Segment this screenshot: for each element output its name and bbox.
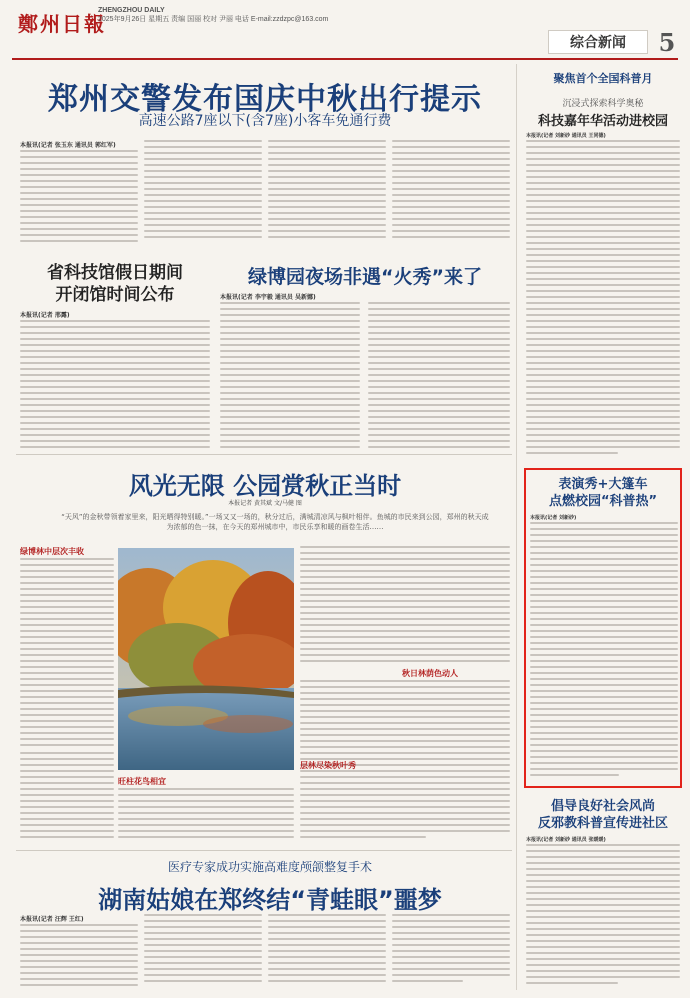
- green-byline: 本报讯(记者 李宇毅 通讯员 吴新娜): [220, 294, 316, 301]
- story1-body: [526, 140, 680, 462]
- museum-headline-line2: 开闭馆时间公布: [55, 285, 175, 305]
- masthead-date: 2025年9月26日 星期五 责编 国丽 校对 尹丽 电话 E-mail:zzdzpc@163.com: [98, 16, 329, 23]
- story2-title-line1: 表演秀+大篷车: [558, 477, 648, 492]
- story2-title-line2: 点燃校园“科普热”: [548, 494, 658, 509]
- right-column-divider: [516, 64, 517, 990]
- museum-headline: [20, 262, 210, 306]
- scenery-sub3: 秋日林荫色动人: [402, 669, 458, 678]
- scenery-sub2: 旺柱花鸟相宜: [118, 777, 166, 786]
- green-col-2: [368, 302, 510, 448]
- park-photo: [118, 548, 294, 770]
- main-headline: 郑州交警发布国庆中秋出行提示: [48, 82, 482, 117]
- scenery-sub4: 层林尽染秋叶秀: [300, 761, 356, 770]
- page-number: 5: [658, 27, 676, 57]
- main-col-4: [392, 140, 510, 242]
- park-photo-image: [118, 548, 294, 770]
- right-kicker: 聚焦首个全国科普月: [553, 72, 653, 85]
- story3-body: [526, 844, 680, 990]
- right-kicker-bar: [524, 68, 682, 88]
- bottom-byline: 本报讯(记者 汪辉 王红): [20, 916, 84, 923]
- bottom-subhead: 医疗专家成功实施高难度颅颌整复手术: [167, 860, 372, 874]
- story2-body: [530, 522, 678, 782]
- newspaper-logo: 鄭州日報: [18, 12, 106, 36]
- scenery-headline: 风光无限 公园赏秋正当时: [128, 472, 402, 500]
- bottom-rule: [16, 850, 512, 851]
- scenery-col-1b: [20, 752, 114, 842]
- masthead-meta: [98, 6, 328, 24]
- scenery-sub1: 绿博林中层次丰收: [20, 547, 84, 556]
- main-col-1: [20, 150, 138, 242]
- scenery-col-2: [118, 788, 294, 842]
- story3-byline: 本报讯(记者 刘新砂 通讯员 张暖暖): [526, 837, 606, 843]
- top-rule: [12, 58, 678, 60]
- green-col-1: [220, 302, 360, 448]
- story1-byline: 本报讯(记者 刘新砂 通讯员 王同德): [526, 133, 606, 139]
- museum-body: [20, 320, 210, 448]
- story1-title: 科技嘉年华活动进校园: [537, 114, 668, 129]
- scenery-byline: 本报记者 黄其斌 文/马健 图: [228, 500, 302, 507]
- section-rule: [16, 454, 512, 455]
- scenery-col-3: [300, 546, 510, 666]
- green-headline: 绿博园夜场非遇“火秀”来了: [248, 266, 482, 288]
- main-subhead: 高速公路7座以下(含7座)小客车免通行费: [138, 113, 392, 129]
- museum-headline-line1: 省科技馆假日期间: [47, 263, 183, 283]
- museum-byline: 本报讯(记者 邢露): [20, 312, 70, 319]
- bottom-col-1: [20, 924, 138, 990]
- main-byline: 本报讯(记者 张玉东 通讯员 郭红军): [20, 142, 116, 149]
- scenery-lede: “天风”的金秋带领着家里来，阳光晒得特别暖。”一场又又一场的，秋分过后，满城清凉风与枫叶相伴。鱼城的市民来到公园，郑州的秋天成为浓郁的色一抹，在今天的郑州城市中，市民乐享和暖的画卷生活……: [61, 513, 489, 531]
- main-col-2: [144, 140, 262, 242]
- scenery-col-1: [20, 558, 114, 748]
- bottom-col-4: [392, 914, 510, 990]
- story2-title: [526, 476, 680, 510]
- story3-title-line1: 倡导良好社会风尚: [550, 799, 655, 814]
- bottom-headline: 湖南姑娘在郑终结“青蛙眼”噩梦: [98, 886, 442, 914]
- story2-byline: 本报讯(记者 刘新砂): [530, 515, 577, 521]
- story3-title-line2: 反邪教科普宣传进社区: [537, 816, 668, 831]
- masthead-en: ZHENGZHOU DAILY: [98, 7, 165, 14]
- story1-kicker: 沉浸式探索科学奥秘: [562, 99, 644, 109]
- story3-title: [524, 798, 682, 832]
- section-name: 综合新闻: [548, 30, 648, 54]
- bottom-col-3: [268, 914, 386, 990]
- bottom-col-2: [144, 914, 262, 990]
- main-col-3: [268, 140, 386, 242]
